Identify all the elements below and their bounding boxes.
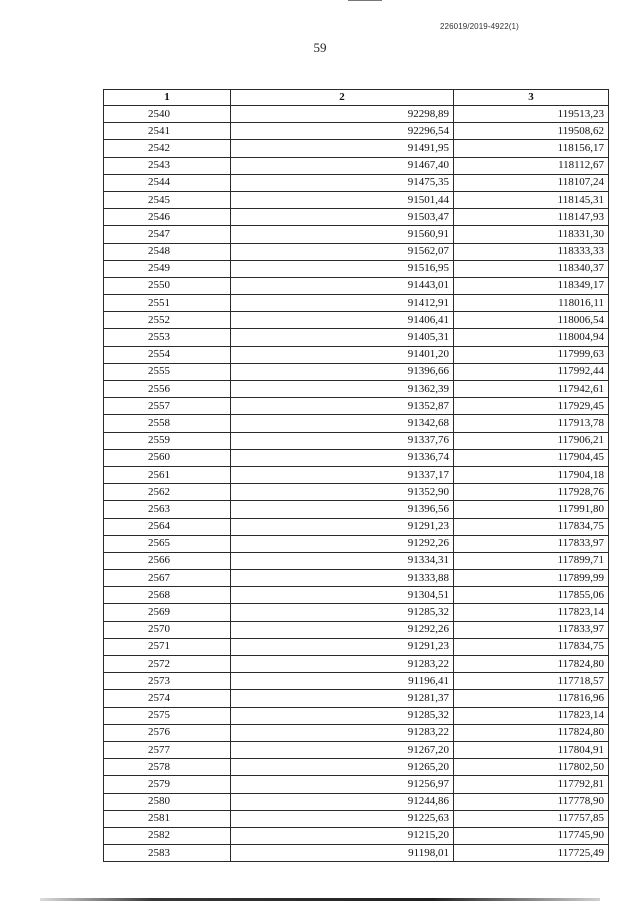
y-coordinate-cell: 117757,85: [454, 810, 609, 827]
table-row: [104, 638, 609, 655]
coordinates-table: [103, 89, 609, 862]
table-row: [104, 656, 609, 673]
point-number-cell: 2566: [104, 552, 231, 569]
y-coordinate-cell: 117928,76: [454, 484, 609, 501]
point-number-cell: 2553: [104, 329, 231, 346]
point-number-cell: 2579: [104, 776, 231, 793]
x-coordinate-cell: 91352,87: [231, 398, 454, 415]
x-coordinate-cell: 91244,86: [231, 793, 454, 810]
table-row: [104, 191, 609, 208]
point-number-cell: 2569: [104, 604, 231, 621]
point-number-cell: 2577: [104, 741, 231, 758]
y-coordinate-cell: 117929,45: [454, 398, 609, 415]
table-row: [104, 398, 609, 415]
y-coordinate-cell: 118340,37: [454, 260, 609, 277]
x-coordinate-cell: 91198,01: [231, 845, 454, 862]
table-row: [104, 621, 609, 638]
x-coordinate-cell: 91467,40: [231, 157, 454, 174]
point-number-cell: 2574: [104, 690, 231, 707]
x-coordinate-cell: 91342,68: [231, 415, 454, 432]
point-number-cell: 2542: [104, 140, 231, 157]
point-number-cell: 2544: [104, 174, 231, 191]
point-number-cell: 2580: [104, 793, 231, 810]
table-row: [104, 604, 609, 621]
table-row: [104, 123, 609, 140]
point-number-cell: 2554: [104, 346, 231, 363]
x-coordinate-cell: 91352,90: [231, 484, 454, 501]
table-row: [104, 415, 609, 432]
table-row: [104, 277, 609, 294]
point-number-cell: 2555: [104, 363, 231, 380]
y-coordinate-cell: 118016,11: [454, 295, 609, 312]
x-coordinate-cell: 91406,41: [231, 312, 454, 329]
x-coordinate-cell: 91256,97: [231, 776, 454, 793]
table-body: [104, 106, 609, 862]
y-coordinate-cell: 118333,33: [454, 243, 609, 260]
x-coordinate-cell: 91336,74: [231, 449, 454, 466]
point-number-cell: 2570: [104, 621, 231, 638]
table-row: [104, 518, 609, 535]
point-number-cell: 2560: [104, 449, 231, 466]
table-row: [104, 501, 609, 518]
point-number-cell: 2581: [104, 810, 231, 827]
y-coordinate-cell: 117992,44: [454, 363, 609, 380]
point-number-cell: 2548: [104, 243, 231, 260]
point-number-cell: 2565: [104, 535, 231, 552]
table-row: [104, 707, 609, 724]
x-coordinate-cell: 91503,47: [231, 209, 454, 226]
table-row: [104, 552, 609, 569]
table-row: [104, 346, 609, 363]
y-coordinate-cell: 117824,80: [454, 656, 609, 673]
x-coordinate-cell: 91292,26: [231, 535, 454, 552]
column-header-1: 1: [104, 90, 231, 106]
y-coordinate-cell: 117899,99: [454, 570, 609, 587]
x-coordinate-cell: 91215,20: [231, 827, 454, 844]
x-coordinate-cell: 91196,41: [231, 673, 454, 690]
y-coordinate-cell: 118112,67: [454, 157, 609, 174]
y-coordinate-cell: 117904,45: [454, 449, 609, 466]
table-row: [104, 295, 609, 312]
y-coordinate-cell: 118147,93: [454, 209, 609, 226]
y-coordinate-cell: 117906,21: [454, 432, 609, 449]
table-row: [104, 226, 609, 243]
y-coordinate-cell: 117991,80: [454, 501, 609, 518]
y-coordinate-cell: 117942,61: [454, 381, 609, 398]
x-coordinate-cell: 91285,32: [231, 707, 454, 724]
table-row: [104, 776, 609, 793]
table-row: [104, 724, 609, 741]
point-number-cell: 2567: [104, 570, 231, 587]
y-coordinate-cell: 117792,81: [454, 776, 609, 793]
x-coordinate-cell: 91291,23: [231, 638, 454, 655]
point-number-cell: 2543: [104, 157, 231, 174]
x-coordinate-cell: 91283,22: [231, 724, 454, 741]
x-coordinate-cell: 91401,20: [231, 346, 454, 363]
document-id: 226019/2019-4922(1): [440, 22, 519, 31]
y-coordinate-cell: 118107,24: [454, 174, 609, 191]
point-number-cell: 2562: [104, 484, 231, 501]
point-number-cell: 2573: [104, 673, 231, 690]
y-coordinate-cell: 117804,91: [454, 741, 609, 758]
x-coordinate-cell: 91265,20: [231, 759, 454, 776]
y-coordinate-cell: 117834,75: [454, 518, 609, 535]
table-row: [104, 484, 609, 501]
table-row: [104, 174, 609, 191]
table-row: [104, 466, 609, 483]
point-number-cell: 2547: [104, 226, 231, 243]
point-number-cell: 2549: [104, 260, 231, 277]
y-coordinate-cell: 117855,06: [454, 587, 609, 604]
x-coordinate-cell: 91291,23: [231, 518, 454, 535]
point-number-cell: 2564: [104, 518, 231, 535]
y-coordinate-cell: 118156,17: [454, 140, 609, 157]
point-number-cell: 2552: [104, 312, 231, 329]
point-number-cell: 2561: [104, 466, 231, 483]
x-coordinate-cell: 91396,66: [231, 363, 454, 380]
y-coordinate-cell: 117725,49: [454, 845, 609, 862]
y-coordinate-cell: 117904,18: [454, 466, 609, 483]
point-number-cell: 2546: [104, 209, 231, 226]
table-row: [104, 759, 609, 776]
table-row: [104, 432, 609, 449]
point-number-cell: 2578: [104, 759, 231, 776]
point-number-cell: 2582: [104, 827, 231, 844]
table-row: [104, 810, 609, 827]
x-coordinate-cell: 91304,51: [231, 587, 454, 604]
point-number-cell: 2572: [104, 656, 231, 673]
y-coordinate-cell: 117833,97: [454, 621, 609, 638]
x-coordinate-cell: 91281,37: [231, 690, 454, 707]
y-coordinate-cell: 118331,30: [454, 226, 609, 243]
x-coordinate-cell: 91337,17: [231, 466, 454, 483]
table-row: [104, 209, 609, 226]
point-number-cell: 2540: [104, 106, 231, 123]
y-coordinate-cell: 119508,62: [454, 123, 609, 140]
table-row: [104, 243, 609, 260]
y-coordinate-cell: 117745,90: [454, 827, 609, 844]
y-coordinate-cell: 118006,54: [454, 312, 609, 329]
y-coordinate-cell: 118145,31: [454, 191, 609, 208]
header-row: [104, 90, 609, 106]
scan-top-mark: [348, 0, 382, 1]
x-coordinate-cell: 91225,63: [231, 810, 454, 827]
point-number-cell: 2559: [104, 432, 231, 449]
x-coordinate-cell: 91283,22: [231, 656, 454, 673]
y-coordinate-cell: 117816,96: [454, 690, 609, 707]
table-row: [104, 106, 609, 123]
table-row: [104, 673, 609, 690]
y-coordinate-cell: 117778,90: [454, 793, 609, 810]
x-coordinate-cell: 92298,89: [231, 106, 454, 123]
y-coordinate-cell: 117834,75: [454, 638, 609, 655]
x-coordinate-cell: 91362,39: [231, 381, 454, 398]
x-coordinate-cell: 91562,07: [231, 243, 454, 260]
x-coordinate-cell: 92296,54: [231, 123, 454, 140]
y-coordinate-cell: 117802,50: [454, 759, 609, 776]
x-coordinate-cell: 91333,88: [231, 570, 454, 587]
table-row: [104, 827, 609, 844]
table-row: [104, 157, 609, 174]
point-number-cell: 2583: [104, 845, 231, 862]
x-coordinate-cell: 91285,32: [231, 604, 454, 621]
x-coordinate-cell: 91443,01: [231, 277, 454, 294]
x-coordinate-cell: 91405,31: [231, 329, 454, 346]
table-row: [104, 570, 609, 587]
y-coordinate-cell: 117823,14: [454, 707, 609, 724]
y-coordinate-cell: 117899,71: [454, 552, 609, 569]
point-number-cell: 2541: [104, 123, 231, 140]
y-coordinate-cell: 117833,97: [454, 535, 609, 552]
table-row: [104, 741, 609, 758]
y-coordinate-cell: 117823,14: [454, 604, 609, 621]
table-row: [104, 381, 609, 398]
point-number-cell: 2550: [104, 277, 231, 294]
x-coordinate-cell: 91501,44: [231, 191, 454, 208]
point-number-cell: 2568: [104, 587, 231, 604]
x-coordinate-cell: 91292,26: [231, 621, 454, 638]
x-coordinate-cell: 91475,35: [231, 174, 454, 191]
point-number-cell: 2575: [104, 707, 231, 724]
point-number-cell: 2576: [104, 724, 231, 741]
table-row: [104, 793, 609, 810]
point-number-cell: 2556: [104, 381, 231, 398]
table-row: [104, 329, 609, 346]
point-number-cell: 2551: [104, 295, 231, 312]
column-header-2: 2: [231, 90, 454, 106]
table-row: [104, 312, 609, 329]
point-number-cell: 2545: [104, 191, 231, 208]
table-row: [104, 260, 609, 277]
y-coordinate-cell: 117718,57: [454, 673, 609, 690]
y-coordinate-cell: 117913,78: [454, 415, 609, 432]
y-coordinate-cell: 118349,17: [454, 277, 609, 294]
table-row: [104, 140, 609, 157]
y-coordinate-cell: 117999,63: [454, 346, 609, 363]
x-coordinate-cell: 91560,91: [231, 226, 454, 243]
point-number-cell: 2558: [104, 415, 231, 432]
y-coordinate-cell: 117824,80: [454, 724, 609, 741]
table-row: [104, 449, 609, 466]
table-header: [104, 90, 609, 106]
point-number-cell: 2563: [104, 501, 231, 518]
x-coordinate-cell: 91334,31: [231, 552, 454, 569]
x-coordinate-cell: 91267,20: [231, 741, 454, 758]
table-row: [104, 845, 609, 862]
x-coordinate-cell: 91491,95: [231, 140, 454, 157]
x-coordinate-cell: 91396,56: [231, 501, 454, 518]
y-coordinate-cell: 118004,94: [454, 329, 609, 346]
x-coordinate-cell: 91412,91: [231, 295, 454, 312]
table-row: [104, 535, 609, 552]
page-number: 59: [313, 40, 327, 55]
table-row: [104, 690, 609, 707]
footer-rule: [40, 898, 600, 901]
point-number-cell: 2557: [104, 398, 231, 415]
table-row: [104, 587, 609, 604]
column-header-3: 3: [454, 90, 609, 106]
x-coordinate-cell: 91516,95: [231, 260, 454, 277]
x-coordinate-cell: 91337,76: [231, 432, 454, 449]
table-row: [104, 363, 609, 380]
y-coordinate-cell: 119513,23: [454, 106, 609, 123]
point-number-cell: 2571: [104, 638, 231, 655]
